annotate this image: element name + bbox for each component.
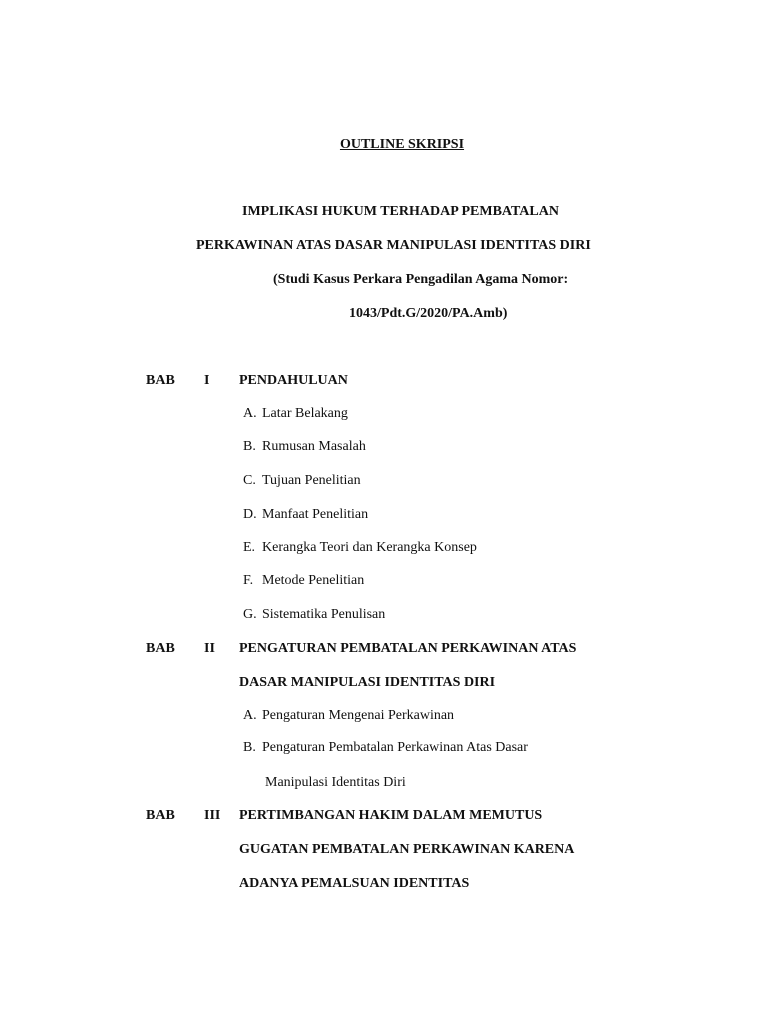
thesis-subtitle-line-1: (Studi Kasus Perkara Pengadilan Agama Nomor:	[273, 272, 569, 287]
chapter-title-line-3: ADANYA PEMALSUAN IDENTITAS	[239, 876, 470, 891]
chapter-title-line-2: DASAR MANIPULASI IDENTITAS DIRI	[239, 675, 496, 690]
chapter-number: I	[204, 373, 210, 388]
item-letter: F.	[243, 573, 254, 588]
list-item	[243, 406, 348, 422]
item-letter: A.	[243, 406, 257, 421]
list-item	[243, 540, 477, 556]
list-item	[243, 507, 368, 523]
list-item	[243, 439, 366, 455]
item-letter: B.	[243, 439, 256, 454]
item-text: Rumusan Masalah	[262, 439, 366, 454]
item-letter: D.	[243, 507, 257, 522]
item-text: Pengaturan Mengenai Perkawinan	[262, 708, 455, 723]
chapter-label: BAB	[146, 373, 175, 388]
chapter-title: PENDAHULUAN	[239, 373, 348, 388]
list-item	[243, 740, 528, 756]
list-item-continuation: Manipulasi Identitas Diri	[265, 775, 406, 790]
item-text: Pengaturan Pembatalan Perkawinan Atas Dasar	[262, 740, 528, 755]
item-text: Latar Belakang	[262, 406, 348, 421]
thesis-title-line-2: PERKAWINAN ATAS DASAR MANIPULASI IDENTITAS DIRI	[196, 238, 591, 253]
item-letter: C.	[243, 473, 256, 488]
chapter-title-line-2: GUGATAN PEMBATALAN PERKAWINAN KARENA	[239, 842, 575, 857]
chapter-number: III	[204, 808, 221, 823]
item-letter: B.	[243, 740, 256, 755]
item-text: Kerangka Teori dan Kerangka Konsep	[262, 540, 477, 555]
item-text: Tujuan Penelitian	[262, 473, 361, 488]
chapter-title-line-1: PERTIMBANGAN HAKIM DALAM MEMUTUS	[239, 808, 543, 823]
outline-heading: OUTLINE SKRIPSI	[339, 137, 465, 152]
thesis-subtitle-line-2: 1043/Pdt.G/2020/PA.Amb)	[349, 306, 508, 321]
item-text: Sistematika Penulisan	[262, 607, 386, 622]
chapter-title-line-1: PENGATURAN PEMBATALAN PERKAWINAN ATAS	[239, 641, 577, 656]
chapter-number: II	[204, 641, 215, 656]
thesis-title-line-1: IMPLIKASI HUKUM TERHADAP PEMBATALAN	[242, 204, 559, 219]
chapter-label: BAB	[146, 808, 175, 823]
list-item	[243, 708, 454, 724]
chapter-label: BAB	[146, 641, 175, 656]
item-letter: A.	[243, 708, 257, 723]
list-item	[243, 573, 364, 589]
item-letter: E.	[243, 540, 256, 555]
list-item	[243, 473, 361, 489]
item-letter: G.	[243, 607, 257, 622]
item-text: Manfaat Penelitian	[262, 507, 369, 522]
item-text: Metode Penelitian	[262, 573, 365, 588]
list-item	[243, 607, 385, 623]
